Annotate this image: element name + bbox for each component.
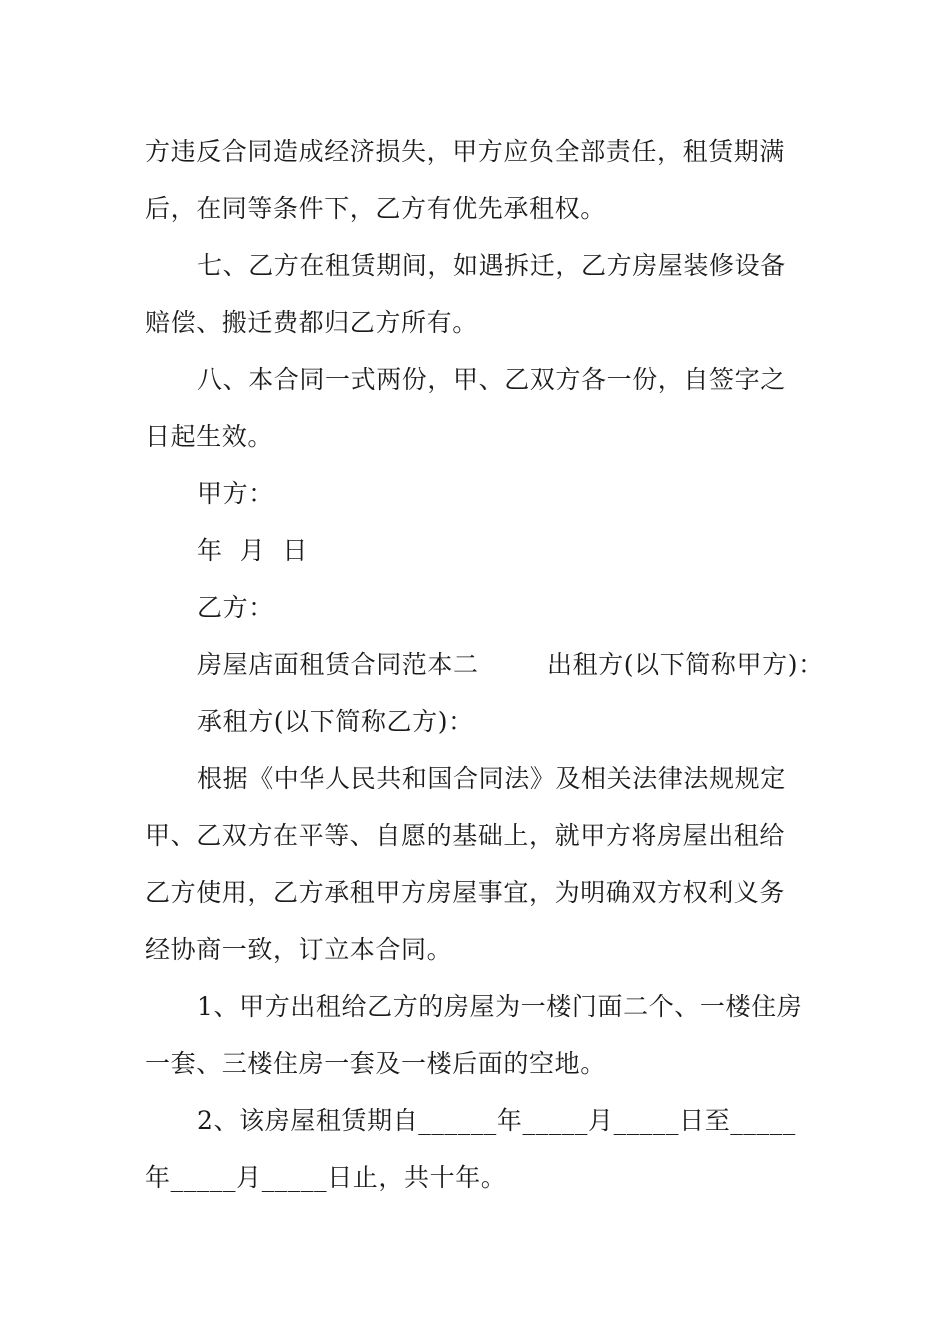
- clause-7-line-1: 七、乙方在租赁期间，如遇拆迁，乙方房屋装修设备: [197, 251, 786, 280]
- date-line: 年 月 日: [197, 536, 308, 565]
- preamble-line-1: 根据《中华人民共和国合同法》及相关法律法规规定: [197, 764, 786, 793]
- clause-8-line-2: 日起生效。: [145, 422, 274, 451]
- preamble-line-2: 甲、乙双方在平等、自愿的基础上，就甲方将房屋出租给: [145, 821, 786, 850]
- party-a-signature-label: 甲方：: [197, 479, 274, 508]
- contract-template-two-heading: 房屋店面租赁合同范本二 出租方(以下简称甲方)：: [197, 650, 824, 679]
- clause-2-line-1: 2、该房屋租赁期自______年_____月_____日至_____: [197, 1106, 796, 1135]
- party-b-signature-label: 乙方：: [197, 593, 274, 622]
- text-line-1: 方违反合同造成经济损失，甲方应负全部责任，租赁期满: [145, 137, 786, 166]
- clause-2-line-2: 年_____月_____日止，共十年。: [145, 1163, 507, 1192]
- preamble-line-4: 经协商一致，订立本合同。: [145, 935, 453, 964]
- clause-1-line-2: 一套、三楼住房一套及一楼后面的空地。: [145, 1049, 606, 1078]
- clause-8-line-1: 八、本合同一式两份，甲、乙双方各一份，自签字之: [197, 365, 786, 394]
- clause-1-line-1: 1、甲方出租给乙方的房屋为一楼门面二个、一楼住房: [197, 992, 803, 1021]
- text-line-2: 后，在同等条件下，乙方有优先承租权。: [145, 194, 606, 223]
- preamble-line-3: 乙方使用，乙方承租甲方房屋事宜，为明确双方权利义务: [145, 878, 786, 907]
- clause-7-line-2: 赔偿、搬迁费都归乙方所有。: [145, 308, 478, 337]
- lessee-label: 承租方(以下简称乙方)：: [197, 707, 474, 736]
